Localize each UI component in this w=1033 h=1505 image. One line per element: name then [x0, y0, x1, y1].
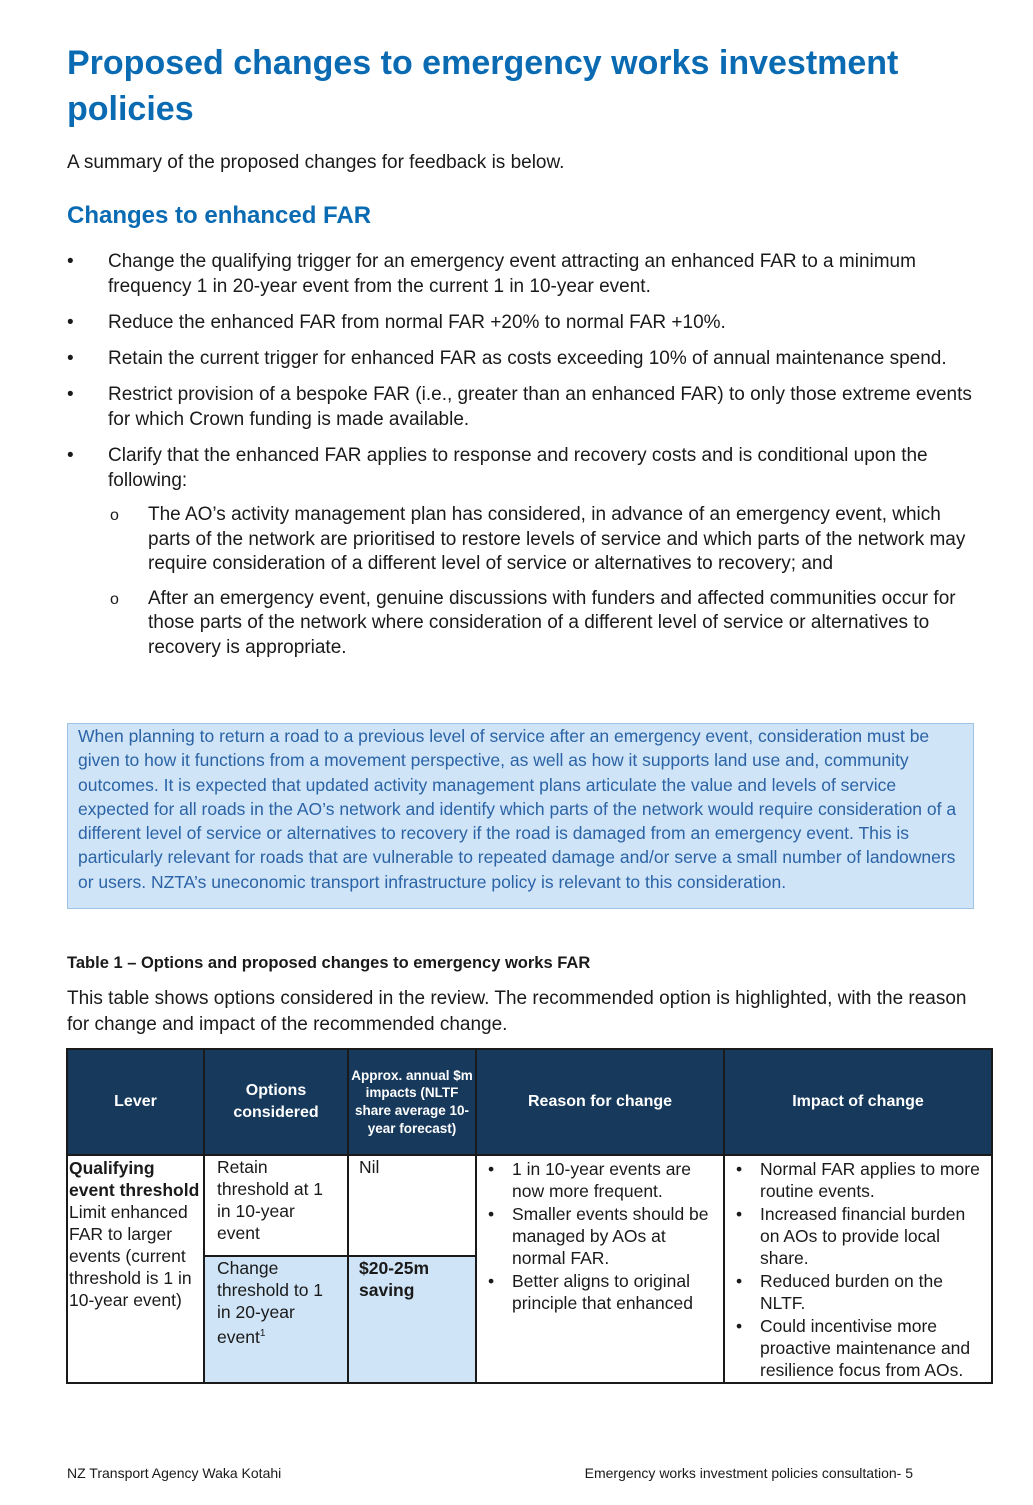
- impact-item: • Increased financial burden on AOs to provide local share.: [733, 1203, 983, 1269]
- impact-current: Nil: [348, 1155, 476, 1256]
- list-item: • Retain the current trigger for enhanced FAR as costs exceeding 10% of annual maintenance spend.: [67, 346, 977, 371]
- impact-recommended: $20-25m saving: [348, 1256, 476, 1383]
- list-item-text: Clarify that the enhanced FAR applies to response and recovery costs and is conditional upon the following:: [108, 445, 928, 491]
- intro-text: A summary of the proposed changes for feedback is below.: [67, 152, 565, 173]
- lever-cell: [67, 1155, 204, 1383]
- section-heading: Changes to enhanced FAR: [67, 202, 372, 229]
- table-header-row: [67, 1049, 992, 1155]
- sub-list: [108, 503, 977, 660]
- callout-box: When planning to return a road to a previous level of service after an emergency event, consideration must be given to how it functions from a movement perspective, as well as how it supports land use and, community outcomes. It is expected that updated activity management plans articulate the value and levels of service expected for all roads in the AO’s network and identify which parts of the network would require consideration of a different level of service or alternatives to recovery if the road is damaged from an emergency event. This is particularly relevant for roads that are vulnerable to repeated damage and/or serve a small number of landowners or users. NZTA’s uneconomic transport infrastructure policy is relevant to this consideration.: [67, 723, 974, 909]
- impact-item: • Normal FAR applies to more routine events.: [733, 1158, 983, 1202]
- option-recommended-text: Change threshold to 1 in 20-year event: [217, 1257, 324, 1347]
- footer-organisation: NZ Transport Agency Waka Kotahi: [67, 1465, 282, 1481]
- table-caption: Table 1 – Options and proposed changes to emergency works FAR: [67, 954, 591, 972]
- header-impact-change: Impact of change: [724, 1049, 992, 1155]
- header-lever: Lever: [67, 1049, 204, 1155]
- table-row: [67, 1155, 992, 1256]
- list-item: • Reduce the enhanced FAR from normal FAR +20% to normal FAR +10%.: [67, 310, 977, 335]
- header-impact: Approx. annual $m impacts (NLTF share average 10-year forecast): [348, 1049, 476, 1155]
- header-options: Options considered: [204, 1049, 348, 1155]
- table-description: This table shows options considered in the review. The recommended option is highlighted, with the reason for change and impact of the recommended change.: [67, 988, 967, 1035]
- list-item: • Change the qualifying trigger for an emergency event attracting an enhanced FAR to a minimum frequency 1 in 20-year event from the current 1 in 10-year event.: [67, 249, 977, 299]
- impact-item: • Could incentivise more proactive maintenance and resilience focus from AOs.: [733, 1315, 983, 1381]
- lever-description: Limit enhanced FAR to larger events (current threshold is 1 in 10-year event): [69, 1202, 192, 1310]
- option-current: Retain threshold at 1 in 10-year event: [204, 1155, 348, 1256]
- footer-page-label: Emergency works investment policies consultation- 5: [584, 1465, 913, 1481]
- impact-item: • Reduced burden on the NLTF.: [733, 1270, 983, 1314]
- reason-cell: [476, 1155, 724, 1383]
- list-item-with-subitems: [67, 443, 977, 660]
- options-table: [66, 1048, 993, 1384]
- reason-item: • 1 in 10-year events are now more frequent.: [485, 1158, 715, 1202]
- reason-item: • Better aligns to original principle that enhanced: [485, 1270, 715, 1314]
- changes-list: [67, 249, 977, 671]
- impact-change-cell: [724, 1155, 992, 1383]
- header-reason: Reason for change: [476, 1049, 724, 1155]
- page-title: Proposed changes to emergency works investment policies: [67, 44, 899, 128]
- sub-list-item: o The AO’s activity management plan has considered, in advance of an emergency event, which parts of the network are prioritised to restore levels of service and which parts of the network may require consideration of a different level of service or alternatives to recovery; and: [108, 503, 977, 577]
- footnote-marker: 1: [259, 1327, 266, 1339]
- sub-list-item: o After an emergency event, genuine discussions with funders and affected communities occur for those parts of the network where consideration of a different level of service or alternatives to recovery is appropriate.: [108, 587, 977, 661]
- lever-title: Qualifying event threshold: [69, 1158, 200, 1200]
- list-item: • Restrict provision of a bespoke FAR (i.e., greater than an enhanced FAR) to only those extreme events for which Crown funding is made available.: [67, 382, 977, 432]
- reason-item: • Smaller events should be managed by AOs at normal FAR.: [485, 1203, 715, 1269]
- option-recommended: [204, 1256, 348, 1383]
